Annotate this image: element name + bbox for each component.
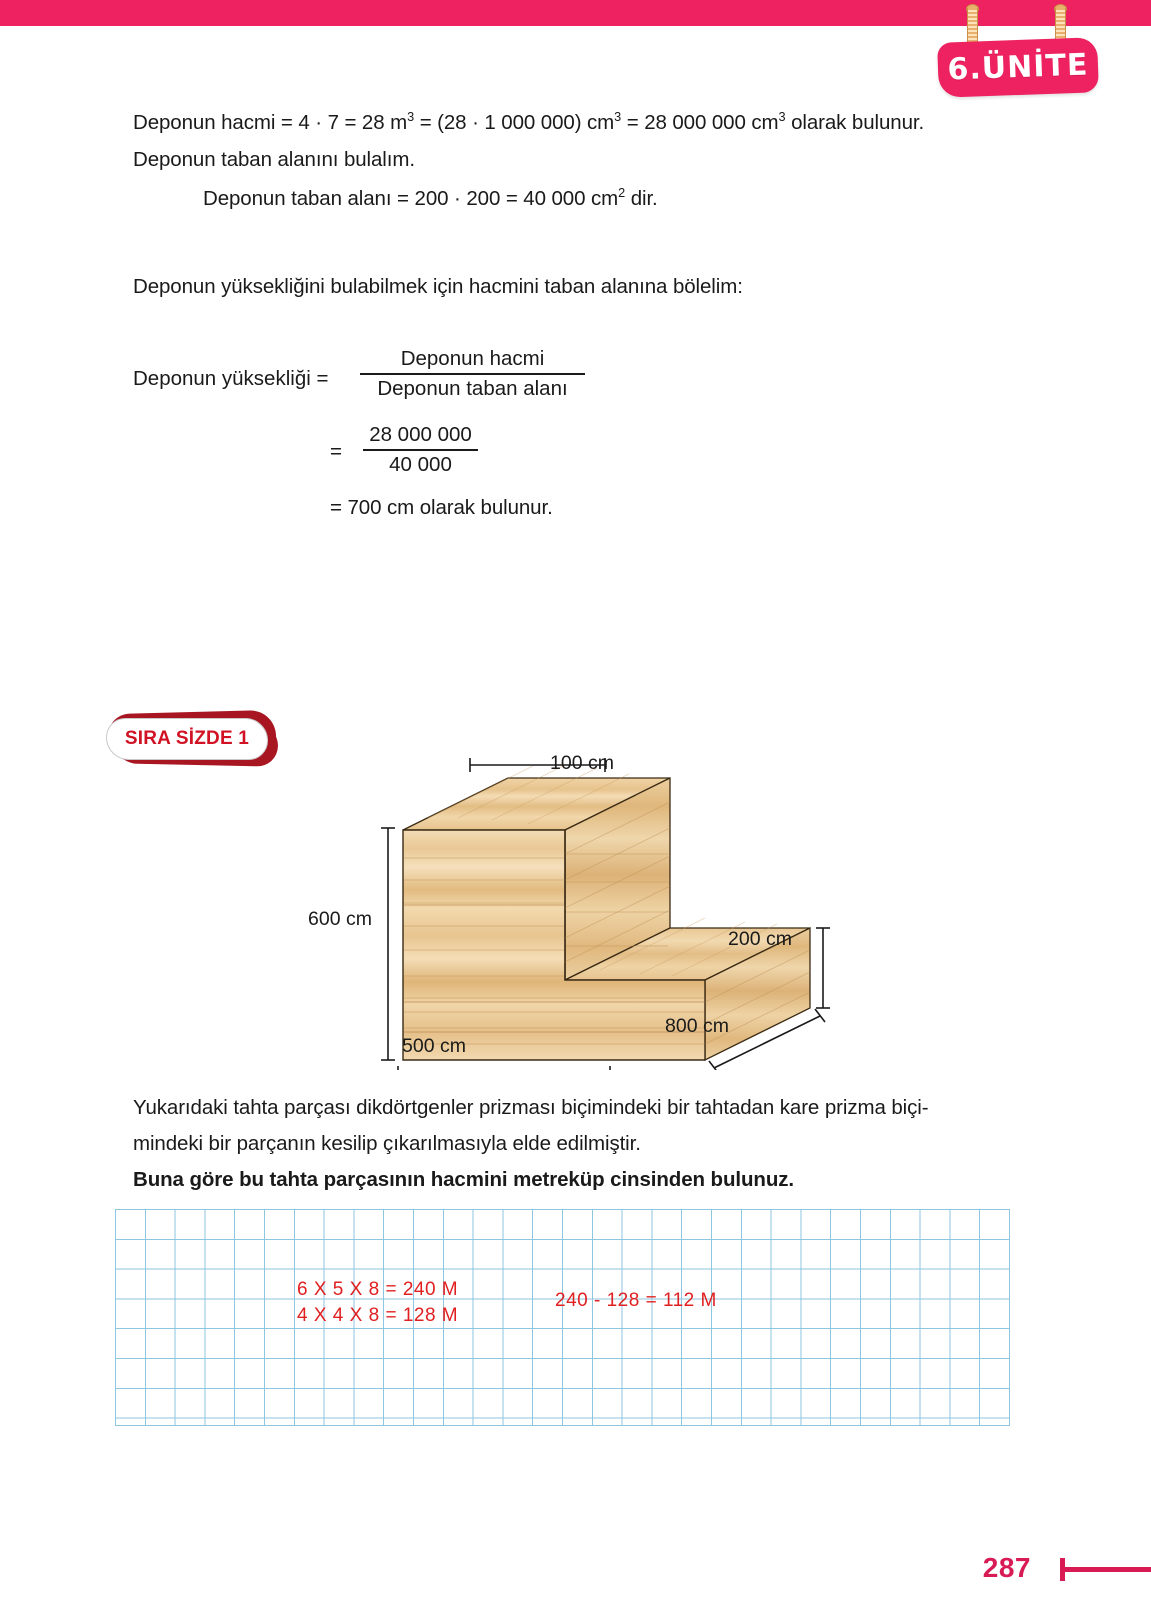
fraction-2-equals: = xyxy=(330,440,342,463)
exponent-3: 3 xyxy=(614,109,622,125)
solution-result: = 700 cm olarak bulunur. xyxy=(330,496,553,519)
question-line-2: mindeki bir parçanın kesilip çıkarılmasıyla elde edilmiştir. xyxy=(133,1132,641,1155)
question-bold: Buna göre bu tahta parçasının hacmini metreküp cinsinden bulunuz. xyxy=(133,1168,794,1191)
label-right-height: 200 cm xyxy=(728,928,792,950)
solution-line-1-c: = 28 000 000 cm xyxy=(621,111,779,134)
page-number: 287 xyxy=(982,1552,1031,1583)
solution-line-3-a: Deponun taban alanı = 200 · 200 = 40 000 cm xyxy=(203,187,619,210)
fraction-2-denominator: 40 000 xyxy=(389,452,452,476)
sira-badge-face xyxy=(106,718,268,760)
fraction-1-label: Deponun yüksekliği = xyxy=(133,367,329,390)
solution-line-1-d: olarak bulunur. xyxy=(785,111,925,134)
solution-line-1-a: Deponun hacmi = 4 · 7 = 28 m xyxy=(133,111,408,134)
dimension-bottom-width xyxy=(398,1066,610,1070)
solution-line-3-b: dir. xyxy=(625,187,658,210)
dimension-left-height xyxy=(381,828,395,1060)
solution-line-2: Deponun taban alanını bulalım. xyxy=(133,148,415,171)
sira-badge-label: SIRA SİZDE 1 xyxy=(124,728,250,749)
dimension-right-height xyxy=(816,928,830,1008)
sira-sizde-badge xyxy=(104,708,284,770)
label-top-width: 100 cm xyxy=(550,752,614,774)
unit-badge-plate xyxy=(937,37,1099,98)
page-number-rule xyxy=(1063,1567,1151,1572)
unit-badge-label: 6.ÜNİTE xyxy=(946,47,1089,88)
fraction-2-numerator: 28 000 000 xyxy=(369,423,472,446)
fraction-2 xyxy=(363,423,478,477)
handwriting-line-3: 240 - 128 = 112 M xyxy=(555,1290,717,1311)
solution-line-1 xyxy=(133,109,925,134)
unit-badge xyxy=(932,0,1102,100)
answer-grid[interactable] xyxy=(115,1209,1010,1426)
solution-line-4: Deponun yüksekliğini bulabilmek için hacmini taban alanına bölelim: xyxy=(133,275,743,298)
handwriting-line-1: 6 X 5 X 8 = 240 M xyxy=(297,1279,459,1300)
exponent-3: 3 xyxy=(778,109,786,125)
wood-prism-svg xyxy=(280,740,840,1070)
label-depth: 800 cm xyxy=(665,1015,729,1037)
handwriting-line-2: 4 X 4 X 8 = 128 M xyxy=(297,1305,459,1326)
solution-line-3 xyxy=(203,185,658,210)
question-line-1: Yukarıdaki tahta parçası dikdörtgenler prizması biçimindeki bir tahtadan kare prizma biçi- xyxy=(133,1096,929,1119)
label-left-height: 600 cm xyxy=(308,908,372,930)
fraction-1 xyxy=(360,347,585,401)
label-bottom-width: 500 cm xyxy=(402,1035,466,1057)
exponent-2: 2 xyxy=(618,185,626,201)
exponent-3: 3 xyxy=(407,109,415,125)
solution-line-1-b: = (28 · 1 000 000) cm xyxy=(414,111,615,134)
fraction-1-numerator: Deponun hacmi xyxy=(400,347,545,370)
fraction-1-denominator: Deponun taban alanı xyxy=(377,376,568,400)
wood-prism-figure xyxy=(280,740,840,1070)
